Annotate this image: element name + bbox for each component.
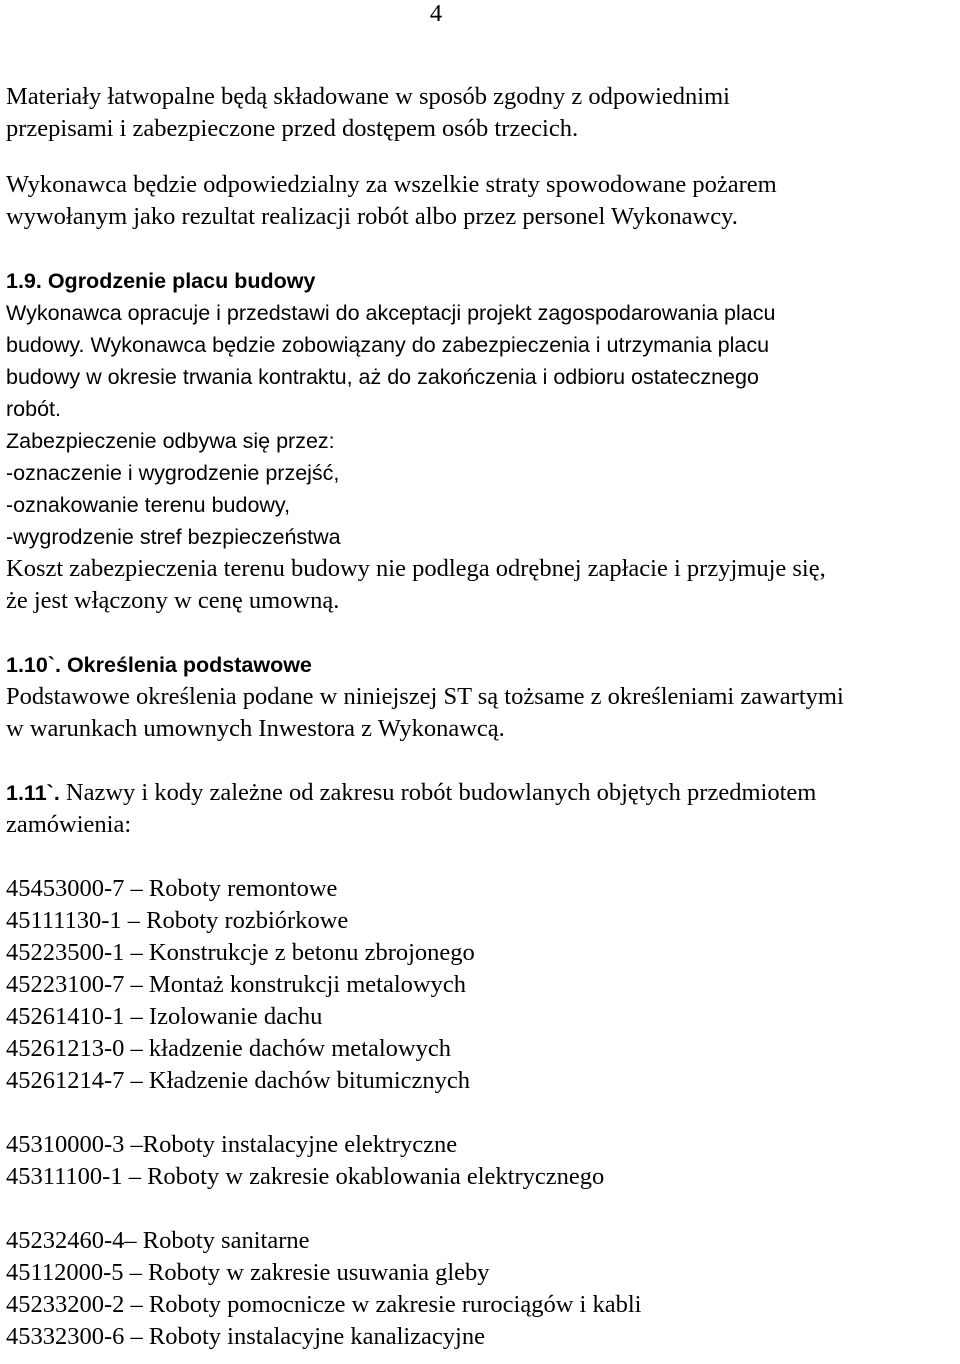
list-item: 45261214-7 – Kładzenie dachów bitumicznych (6, 1067, 471, 1094)
codes-list-sanitary (6, 1225, 956, 1353)
section-1-11 (6, 777, 956, 841)
section-1-9-line: -oznakowanie terenu budowy, (6, 493, 291, 517)
list-item: 45310000-3 –Roboty instalacyjne elektryczne (6, 1131, 458, 1158)
list-item: 45332300-6 – Roboty instalacyjne kanalizacyjne (6, 1323, 485, 1350)
section-1-9-line: Zabezpieczenie odbywa się przez: (6, 429, 335, 453)
list-item: 45112000-5 – Roboty w zakresie usuwania gleby (6, 1259, 490, 1286)
section-1-9-line: -wygrodzenie stref bezpieczeństwa (6, 525, 341, 549)
section-1-11-text: Nazwy i kody zależne od zakresu robót budowlanych objętych przedmiotem (59, 779, 817, 806)
list-item: 45261213-0 – kładzenie dachów metalowych (6, 1035, 451, 1062)
list-item: 45233200-2 – Roboty pomocnicze w zakresie rurociągów i kabli (6, 1291, 642, 1318)
page-number: 4 (429, 0, 443, 27)
section-1-11-number: 1.11`. (6, 781, 60, 805)
section-1-10-line: w warunkach umownych Inwestora z Wykonawcą. (6, 715, 505, 742)
section-1-10-line: Podstawowe określenia podane w niniejszej ST są tożsame z określeniami zawartymi (6, 683, 844, 710)
section-1-11-second-line: zamówienia: (6, 811, 132, 838)
section-1-10 (6, 649, 956, 745)
section-1-9-heading: 1.9. Ogrodzenie placu budowy (6, 269, 316, 293)
section-1-11-first-line (6, 777, 956, 809)
list-item: 45111130-1 – Roboty rozbiórkowe (6, 907, 349, 934)
list-item: 45311100-1 – Roboty w zakresie okablowania elektrycznego (6, 1163, 605, 1190)
section-1-9-body (6, 297, 956, 553)
list-item: 45223500-1 – Konstrukcje z betonu zbrojonego (6, 939, 475, 966)
cost-line: Koszt zabezpieczenia terenu budowy nie podlega odrębnej zapłacie i przyjmuje się, (6, 555, 826, 582)
list-item: 45232460-4– Roboty sanitarne (6, 1227, 310, 1254)
document-body (6, 81, 956, 1353)
cost-line: że jest włączony w cenę umowną. (6, 587, 340, 614)
list-item: 45261410-1 – Izolowanie dachu (6, 1003, 323, 1030)
materials-line: Materiały łatwopalne będą składowane w sposób zgodny z odpowiednimi (6, 83, 730, 110)
fire-paragraph (6, 169, 956, 233)
materials-paragraph (6, 81, 956, 145)
section-1-9-line: robót. (6, 397, 61, 421)
section-1-9-line: -oznaczenie i wygrodzenie przejść, (6, 461, 340, 485)
section-1-9 (6, 265, 956, 617)
section-1-9-line: budowy w okresie trwania kontraktu, aż do zakończenia i odbioru ostatecznego (6, 365, 759, 389)
section-1-9-line: budowy. Wykonawca będzie zobowiązany do zabezpieczenia i utrzymania placu (6, 333, 770, 357)
materials-line: przepisami i zabezpieczone przed dostępem osób trzecich. (6, 115, 579, 142)
fire-line: wywołanym jako rezultat realizacji robót albo przez personel Wykonawcy. (6, 203, 738, 230)
codes-list-electrical (6, 1129, 956, 1193)
section-1-10-heading: 1.10`. Określenia podstawowe (6, 653, 312, 677)
fire-line: Wykonawca będzie odpowiedzialny za wszelkie straty spowodowane pożarem (6, 171, 777, 198)
section-1-9-line: Wykonawca opracuje i przedstawi do akceptacji projekt zagospodarowania placu (6, 301, 776, 325)
list-item: 45453000-7 – Roboty remontowe (6, 875, 338, 902)
list-item: 45223100-7 – Montaż konstrukcji metalowych (6, 971, 466, 998)
codes-list-construction (6, 873, 956, 1097)
